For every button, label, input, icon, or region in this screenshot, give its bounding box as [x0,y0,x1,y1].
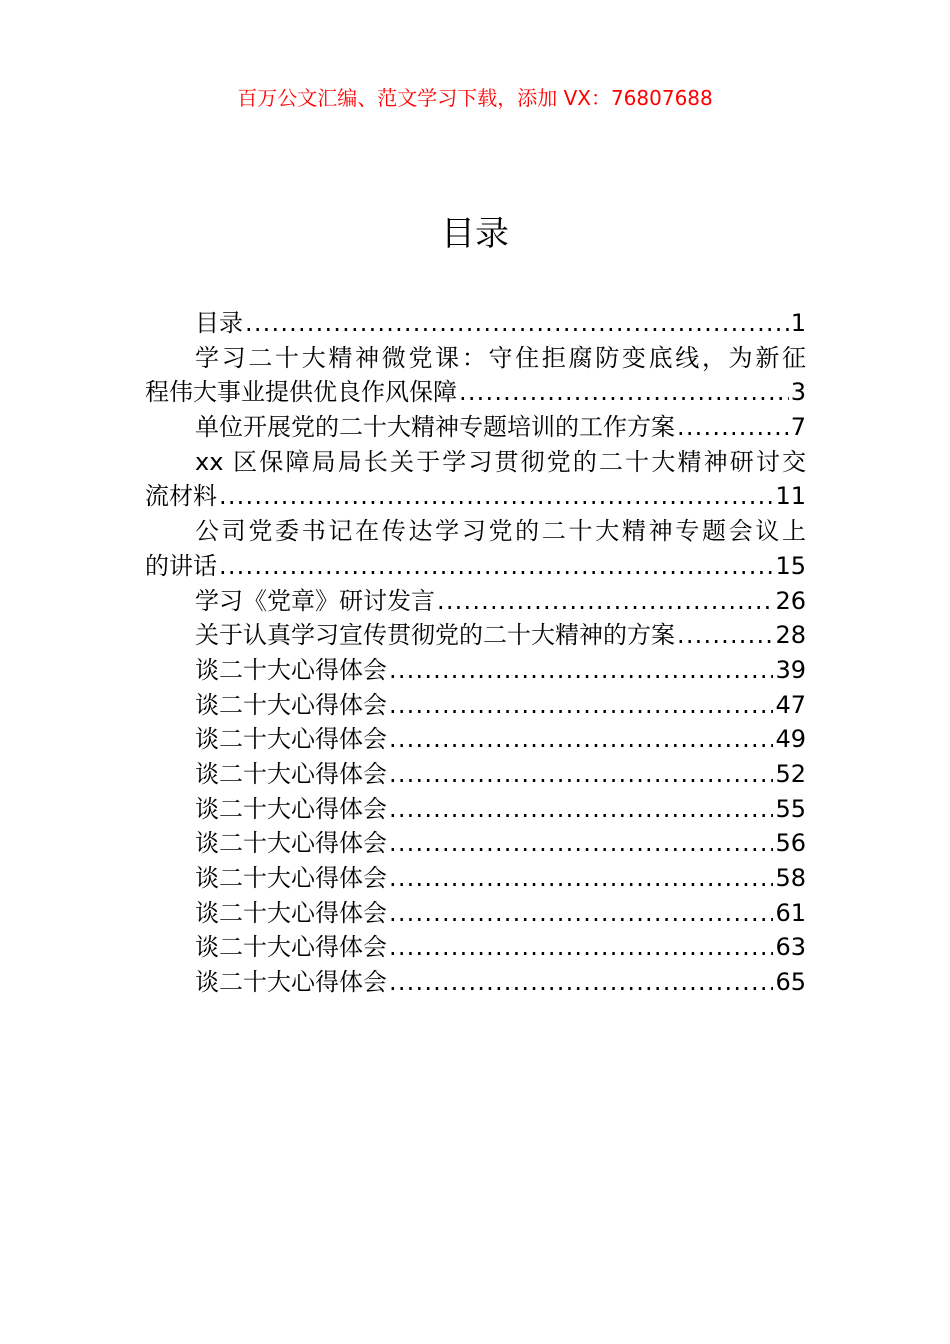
toc-entry[interactable] [145,445,806,514]
toc-dot-leader [245,306,789,341]
toc-dot-leader [677,618,773,653]
toc-entry-line [145,618,806,653]
toc-page-number: 56 [775,829,806,858]
toc-page-number: 3 [790,378,806,407]
toc-entry-line [145,965,806,1000]
toc-page-number: 55 [775,794,806,823]
toc-entry-text: 谈二十大心得体会 [195,794,387,823]
toc-entry-line [145,479,806,514]
toc-dot-leader [389,930,773,965]
toc-dot-leader [219,549,773,584]
toc-page-number: 1 [790,309,806,337]
toc-entry-text: 的讲话 [145,551,217,580]
toc-entry-line [145,549,806,584]
toc-page-number: 49 [775,725,806,754]
toc-entry[interactable] [145,930,806,965]
header-download-note: 百万公文汇编、范文学习下载，添加 VX：76807688 [237,86,713,110]
toc-entry[interactable] [145,410,806,445]
toc-entry[interactable] [145,653,806,688]
toc-entry-line [145,306,806,341]
toc-page-number: 47 [775,690,806,719]
toc-dot-leader [389,688,773,723]
toc-entry-line [145,688,806,723]
toc-dot-leader [389,965,773,1000]
toc-entry-line [145,861,806,896]
toc-dot-leader [389,722,773,757]
toc-page-number: 65 [775,968,806,997]
toc-entry-line [145,757,806,792]
toc-page-number: 63 [775,933,806,962]
toc-dot-leader [389,861,773,896]
toc-page-number: 52 [775,759,806,788]
toc-dot-leader [459,375,789,410]
toc-entry-text: 谈二十大心得体会 [195,829,387,858]
toc-entry-line [145,341,806,376]
toc-dot-leader [389,792,773,827]
toc-page-number: 11 [775,482,806,511]
toc-entry[interactable] [145,306,806,341]
toc-entry-text: 谈二十大心得体会 [195,898,387,927]
toc-entry-text: 谈二十大心得体会 [195,759,387,788]
toc-entry-text: 单位开展党的二十大精神专题培训的工作方案 [195,413,675,442]
toc-entry-line [145,375,806,410]
toc-dot-leader [389,757,773,792]
toc-entry-line [145,410,806,445]
toc-entry-text: 流材料 [145,482,217,511]
toc-page-number: 15 [775,551,806,580]
table-of-contents [145,306,806,1000]
toc-entry[interactable] [145,965,806,1000]
toc-entry[interactable] [145,688,806,723]
toc-entry[interactable] [145,792,806,827]
toc-entry-text: xx 区保障局局长关于学习贯彻党的二十大精神研讨交 [195,447,806,476]
toc-entry[interactable] [145,618,806,653]
toc-entry[interactable] [145,896,806,931]
toc-entry-line [145,896,806,931]
toc-title: 目录 [441,214,509,254]
toc-entry-line [145,653,806,688]
toc-dot-leader [389,896,773,931]
toc-entry-line [145,930,806,965]
toc-entry-text: 谈二十大心得体会 [195,968,387,997]
toc-entry-text: 谈二十大心得体会 [195,864,387,892]
toc-entry[interactable] [145,757,806,792]
toc-entry[interactable] [145,514,806,583]
toc-entry-text: 谈二十大心得体会 [195,655,387,684]
toc-page-number: 26 [775,586,806,615]
toc-entry-text: 关于认真学习宣传贯彻党的二十大精神的方案 [195,621,675,650]
toc-page-number: 58 [775,864,806,892]
toc-entry-line [145,792,806,827]
toc-entry-text: 目录 [195,309,243,337]
toc-dot-leader [389,653,773,688]
toc-entry-text: 谈二十大心得体会 [195,725,387,754]
toc-entry-text: 谈二十大心得体会 [195,690,387,719]
toc-entry-line [145,445,806,480]
toc-dot-leader [389,826,773,861]
toc-entry[interactable] [145,722,806,757]
toc-entry-text: 谈二十大心得体会 [195,933,387,962]
toc-entry[interactable] [145,584,806,619]
toc-entry-line [145,722,806,757]
toc-entry-text: 程伟大事业提供优良作风保障 [145,378,457,407]
toc-entry-line [145,514,806,549]
toc-entry-text: 学习二十大精神微党课：守住拒腐防变底线，为新征 [195,343,806,372]
toc-page-number: 39 [775,655,806,684]
toc-entry-line [145,826,806,861]
toc-entry[interactable] [145,826,806,861]
toc-entry-text: 学习《党章》研讨发言 [195,586,435,615]
toc-entry-line [145,584,806,619]
toc-entry[interactable] [145,861,806,896]
toc-page-number: 28 [775,621,806,650]
toc-entry-text: 公司党委书记在传达学习党的二十大精神专题会议上 [195,517,806,546]
toc-page-number: 61 [775,898,806,927]
toc-page-number: 7 [790,413,806,442]
toc-dot-leader [219,479,773,514]
toc-dot-leader [677,410,789,445]
toc-entry[interactable] [145,341,806,410]
toc-dot-leader [437,584,773,619]
